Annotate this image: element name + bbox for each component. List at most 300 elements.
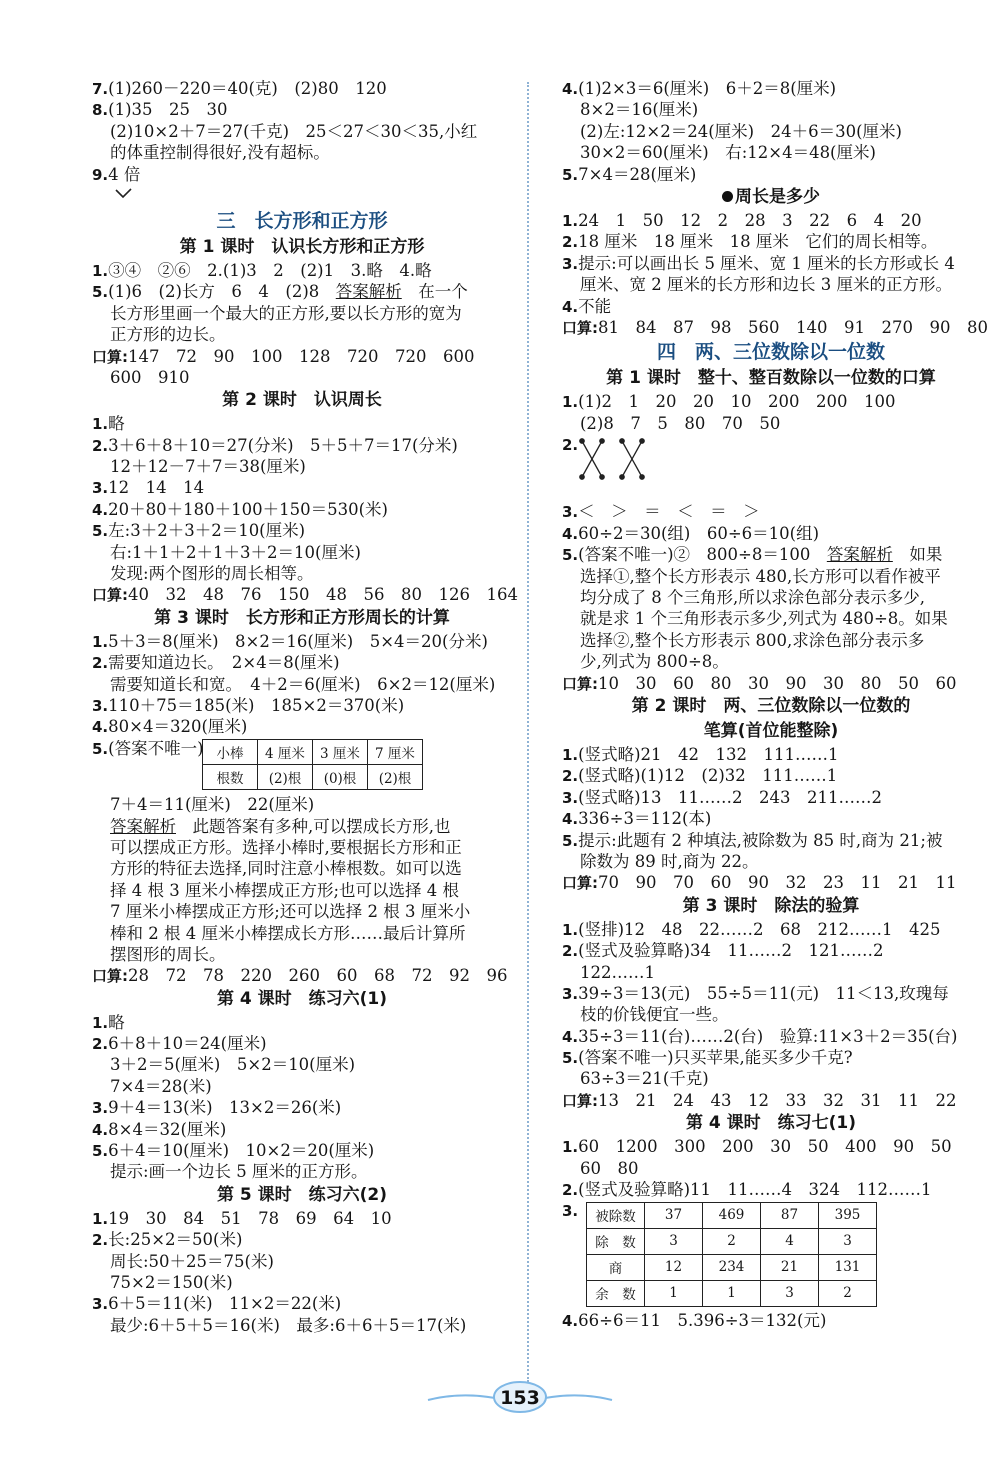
- table-cell: 4: [761, 1228, 819, 1254]
- answer-line: [92, 142, 512, 163]
- answer-text: 7×4＝28(厘米): [578, 164, 697, 184]
- answer-text: 右:1＋1＋2＋1＋3＋2＝10(厘米): [110, 542, 361, 562]
- answer-line: [92, 520, 512, 541]
- item-number: 5.: [92, 1142, 109, 1161]
- answer-line: [562, 501, 980, 522]
- answer-line: [562, 673, 980, 694]
- answer-line: [562, 274, 980, 295]
- lesson-5-title: 第 5 课时 练习六(2): [216, 1184, 388, 1205]
- check-mark-icon: [92, 185, 512, 207]
- answer-text: 40 32 48 76 150 48 56 80 126 164: [128, 585, 518, 605]
- item-number: 1.: [562, 211, 579, 230]
- answer-line: [562, 1090, 980, 1111]
- r-lesson-3-answers: [562, 919, 980, 1112]
- answer-text: 60 80: [580, 1158, 639, 1178]
- item-number: 口算:: [92, 967, 128, 986]
- answer-line: [562, 99, 980, 120]
- answer-text: 12 14 14: [108, 478, 205, 498]
- answer-line: [92, 542, 512, 563]
- answer-text: 3＋2＝5(厘米) 5×2＝10(厘米): [110, 1055, 356, 1075]
- answer-line: [562, 1047, 980, 1068]
- lesson-4-answers: [92, 1012, 512, 1183]
- item-number: 5.: [562, 1049, 579, 1068]
- table-row: [203, 765, 423, 790]
- answer-text: 6＋4＝10(厘米) 10×2＝20(厘米): [108, 1141, 375, 1161]
- answer-text: 的体重控制得很好,没有超标。: [110, 143, 330, 163]
- answer-text: 方形的特征去选择,同时注意小棒根数。如可以选: [110, 859, 462, 879]
- answer-line: [92, 281, 512, 302]
- answer-text: 336÷3＝112(本): [578, 809, 712, 829]
- answer-text-cont: 如果: [892, 545, 943, 565]
- answer-text: 80×4＝320(厘米): [108, 717, 248, 737]
- answer-line: [562, 1004, 980, 1025]
- answer-text: 提示:画一个边长 5 厘米的正方形。: [110, 1162, 368, 1182]
- item-number: 9.: [92, 165, 109, 184]
- table-cell: 234: [703, 1254, 761, 1280]
- table-cell: 37: [645, 1202, 703, 1228]
- answer-text-cont: 在一个: [401, 282, 468, 302]
- answer-line: [92, 1076, 512, 1097]
- answer-line: [562, 983, 980, 1004]
- table-cell: 3: [645, 1228, 703, 1254]
- answer-text: (竖式略)21 42 132 111……1: [578, 744, 839, 764]
- answer-text: (2)10×2＋7＝27(千克) 25＜27＜30＜35,小红: [110, 121, 478, 141]
- answer-line: [562, 1158, 980, 1179]
- answer-line: [92, 923, 512, 944]
- answer-text: 周长:50＋25＝75(米): [110, 1251, 274, 1271]
- answer-text: 不能: [578, 296, 612, 316]
- answer-text: 600 910: [110, 367, 190, 387]
- answer-text: (2)8 7 5 80 70 50: [580, 413, 781, 433]
- answer-text: (1)35 25 30: [108, 100, 228, 120]
- answer-line: [562, 808, 980, 829]
- r-lesson-4-title: 第 4 课时 练习七(1): [685, 1113, 857, 1134]
- perimeter-answers: [562, 210, 988, 338]
- answer-text: 均分成了 8 个三角形,所以求涂色部分表示多少,: [580, 588, 925, 608]
- answer-text: 75×2＝150(米): [110, 1272, 233, 1292]
- table-row: [587, 1228, 877, 1254]
- answer-text: 发现:两个图形的周长相等。: [110, 564, 314, 584]
- table-row: [587, 1280, 877, 1306]
- table-cell: 87: [761, 1202, 819, 1228]
- answer-line: [562, 872, 980, 893]
- answer-text: 10 30 60 80 30 90 30 80 50 60: [598, 673, 957, 693]
- answer-line: [92, 1054, 512, 1075]
- item-number: 4.: [562, 297, 579, 316]
- answer-line: [92, 477, 512, 498]
- answer-line: [562, 391, 980, 412]
- table-cell: 12: [645, 1254, 703, 1280]
- answer-text: (竖式及验算略)11 11……4 324 112……1: [578, 1180, 932, 1200]
- item-number: 4.: [92, 718, 109, 737]
- table-cell: 131: [819, 1254, 877, 1280]
- lesson-5-answers: [92, 1208, 512, 1336]
- lesson-4-title: 第 4 课时 练习六(1): [216, 988, 388, 1009]
- answer-line: [562, 1179, 980, 1200]
- answer-line: [92, 1208, 512, 1229]
- item-number: 口算:: [562, 318, 598, 337]
- item-number: 2.: [92, 436, 109, 455]
- table-cell: 小棒: [203, 740, 258, 765]
- answer-analysis-label: 答案解析: [110, 816, 176, 836]
- answer-text: 70 90 70 60 90 32 23 11 21 11: [598, 873, 957, 893]
- item-number: 1.: [92, 261, 109, 280]
- answer-line: [92, 1140, 512, 1161]
- item-number: 3.: [562, 788, 579, 807]
- answer-line: [92, 584, 518, 605]
- item-number: 3.: [92, 479, 109, 498]
- item-number: 4.: [562, 1311, 579, 1330]
- answer-line: [562, 851, 980, 872]
- item-number: 2.: [562, 436, 579, 455]
- item-number: 口算:: [92, 347, 128, 366]
- table-row: [203, 740, 423, 765]
- answer-line: [92, 1097, 512, 1118]
- answer-line: [92, 816, 512, 837]
- page-footer: [420, 1378, 620, 1414]
- answer-text: (1)260－220＝40(克) (2)80 120: [108, 79, 387, 98]
- r-lesson-1-title: 第 1 课时 整十、整百数除以一位数的口算: [606, 368, 936, 389]
- answer-line: [92, 260, 512, 281]
- answer-line: [92, 716, 512, 737]
- answer-line: [92, 674, 512, 695]
- item-number: 3.: [562, 984, 579, 1003]
- item-number: 3.: [92, 696, 109, 715]
- answer-text: 60÷2＝30(组) 60÷6＝10(组): [578, 523, 820, 543]
- answer-line: [92, 78, 512, 99]
- answer-line: [92, 346, 512, 367]
- page-number-badge-icon: [420, 1378, 620, 1414]
- answer-line: [92, 837, 512, 858]
- item-number: 4.: [92, 1120, 109, 1139]
- table-cell: 2: [703, 1228, 761, 1254]
- lesson-2-answers: [92, 413, 518, 606]
- answer-text: 66÷6＝11 5.396÷3＝132(元): [578, 1310, 827, 1330]
- bullet-dot-icon: [722, 191, 733, 202]
- answer-text: 可以摆成正方形。选择小棒时,要根据长方形和正: [110, 837, 462, 857]
- answer-line: [92, 965, 512, 986]
- answer-text: 122……1: [580, 962, 655, 982]
- item-number: 5.: [92, 739, 109, 758]
- table-cell: (0)根: [313, 765, 368, 790]
- answer-text: 厘米、宽 2 厘米的长方形和边长 3 厘米的正方形。: [580, 275, 952, 295]
- answer-text: 7 厘米小棒摆成正方形;还可以选择 2 根 3 厘米小: [110, 902, 471, 922]
- item-number: 5.: [562, 831, 579, 850]
- answer-text: 提示:可以画出长 5 厘米、宽 1 厘米的长方形或长 4: [578, 253, 955, 273]
- answer-line: [92, 367, 512, 388]
- answer-line: [92, 901, 512, 922]
- table-cell: 3: [819, 1228, 877, 1254]
- answer-line: [92, 1251, 512, 1272]
- answer-line: [562, 317, 988, 338]
- answer-text: 左:3＋2＋3＋2＝10(厘米): [108, 521, 306, 541]
- answer-text: 39÷3＝13(元) 55÷5＝11(元) 11＜13,玫瑰每: [578, 983, 949, 1003]
- item-number: 2.: [562, 767, 579, 786]
- item-number: 5.: [92, 522, 109, 541]
- answer-line: [92, 631, 512, 652]
- answer-line: [562, 210, 980, 231]
- answer-line: [92, 1229, 512, 1250]
- table-cell: 7 厘米: [368, 740, 423, 765]
- answer-line: [562, 962, 980, 983]
- item-number: 4.: [92, 500, 109, 519]
- answer-line: [562, 1068, 980, 1089]
- answer-text: 6＋8＋10＝24(厘米): [108, 1034, 267, 1054]
- answer-text: 147 72 90 100 128 720 720 600: [128, 346, 475, 366]
- answer-text: 30×2＝60(厘米) 右:12×4＝48(厘米): [580, 143, 876, 163]
- answer-line: [92, 794, 512, 815]
- answer-line: [562, 919, 980, 940]
- answer-text: 摆图形的周长。: [110, 944, 226, 964]
- answer-line: [562, 630, 980, 651]
- answer-text: 8×4＝32(厘米): [108, 1119, 227, 1139]
- answer-text: 63÷3＝21(千克): [580, 1069, 709, 1089]
- item-number: 1.: [562, 1138, 579, 1157]
- answer-text: 需要知道长和宽。 4＋2＝6(厘米) 6×2＝12(厘米): [110, 674, 496, 694]
- answer-text: 棒和 2 根 4 厘米小棒摆成长方形……最后计算所: [110, 923, 466, 943]
- answer-text: 12＋12－7＋7＝38(厘米): [110, 457, 306, 477]
- r-lesson-2-subtitle: 笔算(首位能整除): [703, 720, 839, 741]
- item-number: 4.: [562, 1027, 579, 1046]
- answer-line: [92, 1119, 512, 1140]
- answer-line: [92, 1033, 512, 1054]
- answer-line: [562, 651, 980, 672]
- answer-text: 18 厘米 18 厘米 18 厘米 它们的周长相等。: [578, 232, 938, 252]
- answer-text: (竖式略)(1)12 (2)32 111……1: [578, 766, 838, 786]
- answer-line: [562, 765, 980, 786]
- answer-text: 5＋3＝8(厘米) 8×2＝16(厘米) 5×4＝20(分米): [108, 631, 488, 651]
- answer-line: [562, 1310, 980, 1331]
- answer-line: [92, 880, 512, 901]
- top-answers-right: [562, 78, 980, 185]
- item-number: 2.: [92, 1231, 109, 1250]
- table-cell: 395: [819, 1202, 877, 1228]
- answer-text: 9＋4＝13(米) 13×2＝26(米): [108, 1098, 342, 1118]
- column-divider: [527, 82, 529, 1382]
- item-number: 3.: [562, 254, 579, 273]
- answer-line: [562, 544, 980, 565]
- table-cell: 1: [645, 1280, 703, 1306]
- lesson-2-title: 第 2 课时 认识周长: [222, 390, 382, 411]
- r-lesson-1-answers-cont: [562, 501, 980, 694]
- answer-text: 19 30 84 51 78 69 64 10: [108, 1208, 392, 1228]
- answer-text: 选择②,整个长方形表示 800,求涂色部分表示多: [580, 630, 925, 650]
- item-number: 8.: [92, 101, 109, 120]
- answer-line: [562, 608, 980, 629]
- answer-text: 7×4＝28(米): [110, 1076, 212, 1096]
- r-lesson-2-title: 第 2 课时 两、三位数除以一位数的: [631, 695, 911, 716]
- answer-text: 长方形里画一个最大的正方形,要以长方形的宽为: [110, 303, 462, 323]
- answer-line: [92, 944, 512, 965]
- item-number: 3.: [92, 1099, 109, 1118]
- table-cell: 4 厘米: [258, 740, 313, 765]
- answer-line: [92, 164, 512, 185]
- answer-line: [92, 456, 512, 477]
- table-cell: 除 数: [587, 1228, 645, 1254]
- answer-text: 24 1 50 12 2 28 3 22 6 4 20: [578, 210, 922, 230]
- answer-line: [92, 1272, 512, 1293]
- answer-text: 20＋80＋180＋100＋150＝530(米): [108, 499, 388, 519]
- answer-text: (答案不唯一): [108, 738, 204, 758]
- lesson-1-answers: [92, 260, 512, 388]
- answer-text: 长:25×2＝50(米): [108, 1230, 243, 1250]
- answer-line: [92, 499, 512, 520]
- item-number: 1.: [92, 632, 109, 651]
- answer-text: 少,列式为 800÷8。: [580, 652, 729, 672]
- answer-line: [562, 164, 980, 185]
- perimeter-title-text: 周长是多少: [735, 186, 820, 207]
- item-number: 4.: [562, 810, 579, 829]
- top-answers: [92, 78, 512, 185]
- answer-text: 4 倍: [108, 164, 141, 184]
- answer-text: (2)左:12×2＝24(厘米) 24＋6＝30(厘米): [580, 121, 902, 141]
- table-row: [587, 1202, 877, 1228]
- item-number: 3.: [562, 1202, 579, 1221]
- item-number: 3.: [562, 503, 579, 522]
- answer-line: [562, 523, 980, 544]
- table-cell: 3 厘米: [313, 740, 368, 765]
- item-number: 1.: [562, 393, 579, 412]
- answer-text: (答案不唯一)只买苹果,能买多少千克?: [578, 1048, 853, 1068]
- item-number: 口算:: [562, 1091, 598, 1110]
- table-cell: 余 数: [587, 1280, 645, 1306]
- r-lesson-3-title: 第 3 课时 除法的验算: [682, 895, 860, 916]
- answer-line: [562, 940, 980, 961]
- answer-text: 110＋75＝185(米) 185×2＝370(米): [108, 695, 405, 715]
- answer-line: [92, 563, 512, 584]
- item-number: 3.: [92, 1295, 109, 1314]
- sticks-table: [202, 739, 423, 790]
- item-number: 1.: [562, 920, 579, 939]
- answer-line: [562, 142, 980, 163]
- answer-text: 8×2＝16(厘米): [580, 100, 699, 120]
- answer-text: 提示:此题有 2 种填法,被除数为 85 时,商为 21;被: [578, 830, 943, 850]
- answer-text: 7＋4＝11(厘米) 22(厘米): [110, 795, 315, 815]
- division-table: [586, 1202, 877, 1307]
- answer-analysis-label: 答案解析: [826, 545, 893, 565]
- item-number: 口算:: [92, 586, 128, 605]
- item-number: 5.: [562, 546, 579, 565]
- answer-line: [92, 1293, 512, 1314]
- item-number: 5.: [92, 283, 109, 302]
- answer-line: [562, 296, 980, 317]
- answer-line: [92, 435, 512, 456]
- answer-line: [562, 744, 980, 765]
- item-number: 口算:: [562, 674, 598, 693]
- table-cell: 469: [703, 1202, 761, 1228]
- matching-lines-icon: [574, 437, 654, 483]
- item-number: 2.: [562, 1181, 579, 1200]
- answer-text: 35÷3＝11(台)……2(台) 验算:11×3＋2＝35(台): [578, 1026, 958, 1046]
- answer-line: [562, 78, 980, 99]
- page-number: 153: [500, 1387, 540, 1409]
- answer-text: 13 21 24 43 12 33 32 31 11 22: [598, 1090, 957, 1110]
- answer-text: (竖排)12 48 22……2 68 212……1 425: [578, 919, 941, 939]
- answer-text: 择 4 根 3 厘米小棒摆成正方形;也可以选择 4 根: [110, 880, 460, 900]
- answer-text: 略: [108, 1012, 125, 1032]
- chapter-four-title: 四 两、三位数除以一位数: [656, 341, 885, 364]
- answer-text: 需要知道边长。 2×4＝8(厘米): [108, 653, 340, 673]
- chapter-three-title: 三 长方形和正方形: [216, 209, 388, 232]
- item-number: 1.: [562, 745, 579, 764]
- answer-text: 最少:6＋5＋5＝16(米) 最多:6＋6＋5＝17(米): [110, 1315, 467, 1335]
- answer-line: [562, 566, 980, 587]
- answer-line: [92, 121, 512, 142]
- answer-line: [562, 121, 980, 142]
- answer-text: ＜ ＞ ＝ ＜ ＝ ＞: [578, 502, 760, 522]
- answer-line: [562, 231, 980, 252]
- answer-text: (1)2 1 20 20 10 200 200 100: [578, 392, 896, 412]
- table-cell: 21: [761, 1254, 819, 1280]
- answer-line: [562, 253, 980, 274]
- item-number: 1.: [92, 1013, 109, 1032]
- answer-text: 选择①,整个长方形表示 480,长方形可以看作被平: [580, 566, 941, 586]
- item-number: 口算:: [562, 874, 598, 893]
- answer-line: [562, 1026, 980, 1047]
- table-cell: 被除数: [587, 1202, 645, 1228]
- answer-text: 就是求 1 个三角形表示多少,列式为 480÷8。如果: [580, 609, 948, 629]
- answer-text: (1)2×3＝6(厘米) 6＋2＝8(厘米): [578, 79, 837, 98]
- lesson-3-title: 第 3 课时 长方形和正方形周长的计算: [154, 607, 450, 628]
- answer-text: 正方形的边长。: [110, 325, 226, 345]
- answer-line: [92, 99, 512, 120]
- table-cell: 根数: [203, 765, 258, 790]
- answer-line: [92, 652, 512, 673]
- answer-text: (1)6 (2)长方 6 4 (2)8: [108, 282, 336, 302]
- item-number: 1.: [92, 415, 109, 434]
- answer-text: 81 84 87 98 560 140 91 270 90 80: [598, 317, 988, 337]
- answer-line: [92, 1161, 512, 1182]
- answer-text: 略: [108, 414, 125, 434]
- answer-line: [92, 413, 512, 434]
- answer-line: [92, 303, 512, 324]
- item-number: 4.: [562, 80, 579, 98]
- table-cell: 3: [761, 1280, 819, 1306]
- left-column: [92, 78, 518, 1336]
- matching-lines-diagram: [562, 455, 980, 501]
- r-lesson-4-answers-cont: [562, 1310, 980, 1331]
- answer-text: 枝的价钱便宜一些。: [580, 1005, 729, 1025]
- item-number: 2.: [92, 654, 109, 673]
- answer-line: [92, 1012, 512, 1033]
- answer-line: [562, 830, 980, 851]
- answer-text: 除数为 89 时,商为 22。: [580, 851, 759, 871]
- right-column: [562, 78, 988, 1331]
- answer-line: [92, 324, 512, 345]
- answer-line: [92, 858, 512, 879]
- answer-text: 28 72 78 220 260 60 68 72 92 96: [128, 966, 508, 986]
- item-number: 2.: [562, 942, 579, 961]
- table-cell: 商: [587, 1254, 645, 1280]
- answer-text: 3＋6＋8＋10＝27(分米) 5＋5＋7＝17(分米): [108, 435, 458, 455]
- answer-line: [562, 787, 980, 808]
- answer-line: [92, 695, 512, 716]
- answer-line: [562, 413, 980, 434]
- answer-text: 6＋5＝11(米) 11×2＝22(米): [108, 1294, 342, 1314]
- answer-text: 60 1200 300 200 30 50 400 90 50: [578, 1137, 952, 1157]
- answer-line: [562, 1136, 980, 1157]
- item-number: 5.: [562, 165, 579, 184]
- item-number: 7.: [92, 80, 109, 98]
- answer-text: (答案不唯一)② 800÷8＝100: [578, 545, 827, 565]
- lesson-3-answers-cont: [92, 794, 512, 987]
- item-number: 4.: [562, 524, 579, 543]
- table-cell: (2)根: [368, 765, 423, 790]
- answer-text: ③④ ②⑥ 2.(1)3 2 (2)1 3.略 4.略: [108, 260, 432, 280]
- item-number: 2.: [92, 1035, 109, 1054]
- answer-text: (竖式略)13 11……2 243 211……2: [578, 787, 882, 807]
- item-number: 2.: [562, 233, 579, 252]
